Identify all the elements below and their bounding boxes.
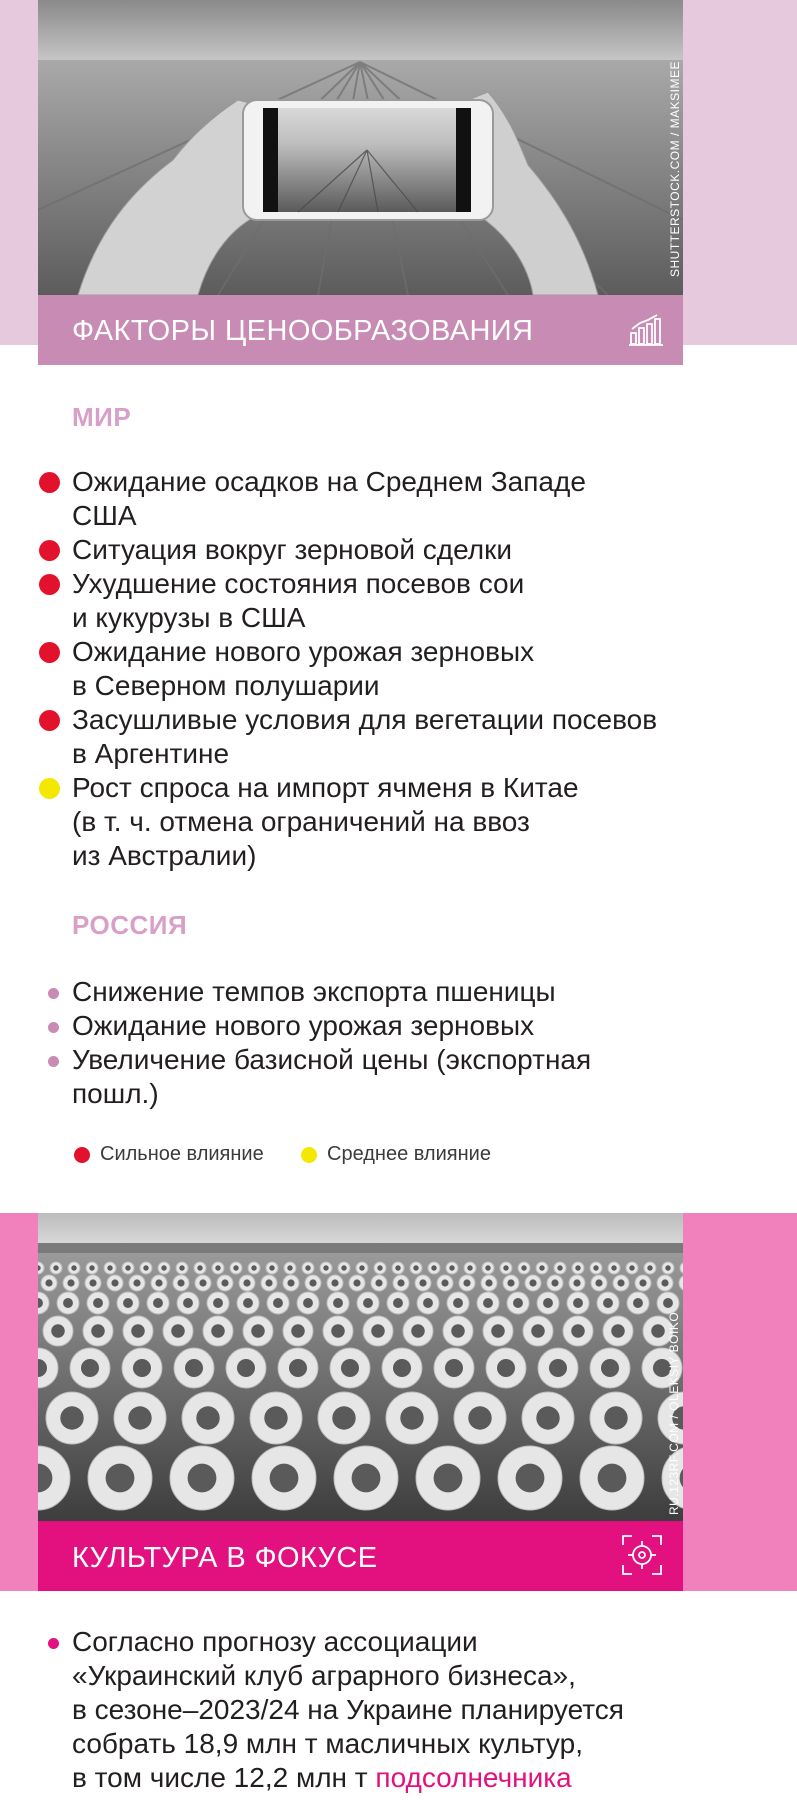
bar-chart-icon [628, 313, 664, 347]
russia-factors-list [72, 975, 591, 1111]
bullet-icon [48, 988, 59, 999]
banner-title: КУЛЬТУРА В ФОКУСЕ [72, 1542, 378, 1574]
highlight-sunflower: подсолнечника [375, 1762, 572, 1793]
legend-medium: Среднее влияние [299, 1143, 463, 1166]
list-item: Согласно прогнозу ассоциации «Украинский клуб аграрного бизнеса», в сезоне–2023/24 на Украине планируется собрать 18,9 млн т масличных культур, в том числе 12,2 млн т подсолнечника [72, 1625, 624, 1795]
photo-credit: RU.123RF.COM / OLEKSIY BOIKO [667, 1311, 681, 1515]
list-item: Ожидание осадков на Среднем Западе США [72, 465, 657, 533]
legend-strong: Сильное влияние [72, 1143, 236, 1166]
list-item: Засушливые условия для вегетации посевов в Аргентине [72, 703, 657, 771]
bullet-icon [48, 1638, 59, 1649]
yellow-dot-icon [39, 778, 60, 799]
red-dot-icon [39, 574, 60, 595]
yellow-dot-icon [301, 1147, 317, 1163]
list-item: Ожидание нового урожая зерновых в Северном полушарии [72, 635, 657, 703]
crop-in-focus-banner [38, 1521, 683, 1591]
bullet-icon [48, 1056, 59, 1067]
red-dot-icon [39, 642, 60, 663]
list-item: Увеличение базисной цены (экспортная пошл.) [72, 1043, 591, 1111]
photo-credit: SHUTTERSTOCK.COM / MAKSIMEE [668, 61, 682, 277]
red-dot-icon [39, 710, 60, 731]
list-item: Ситуация вокруг зерновой сделки [72, 533, 657, 567]
field-smartphone-photo [38, 0, 683, 295]
list-item: Рост спроса на импорт ячменя в Китае (в т. ч. отмена ограничений на ввоз из Австралии) [72, 771, 657, 873]
focus-target-icon [620, 1533, 664, 1577]
pricing-factors-banner [38, 295, 683, 365]
list-item: Ухудшение состояния посевов сои и кукурузы в США [72, 567, 657, 635]
red-dot-icon [39, 540, 60, 561]
banner-title: ФАКТОРЫ ЦЕНООБРАЗОВАНИЯ [72, 315, 534, 347]
bullet-icon [48, 1022, 59, 1033]
world-factors-list [72, 465, 657, 873]
sunflower-field-photo [38, 1213, 683, 1521]
list-item: Ожидание нового урожая зерновых [72, 1009, 591, 1043]
list-item: Снижение темпов экспорта пшеницы [72, 975, 591, 1009]
world-heading: МИР [72, 402, 132, 432]
crop-forecast-text [72, 1625, 624, 1795]
red-dot-icon [39, 472, 60, 493]
russia-heading: РОССИЯ [72, 910, 188, 940]
red-dot-icon [74, 1147, 90, 1163]
